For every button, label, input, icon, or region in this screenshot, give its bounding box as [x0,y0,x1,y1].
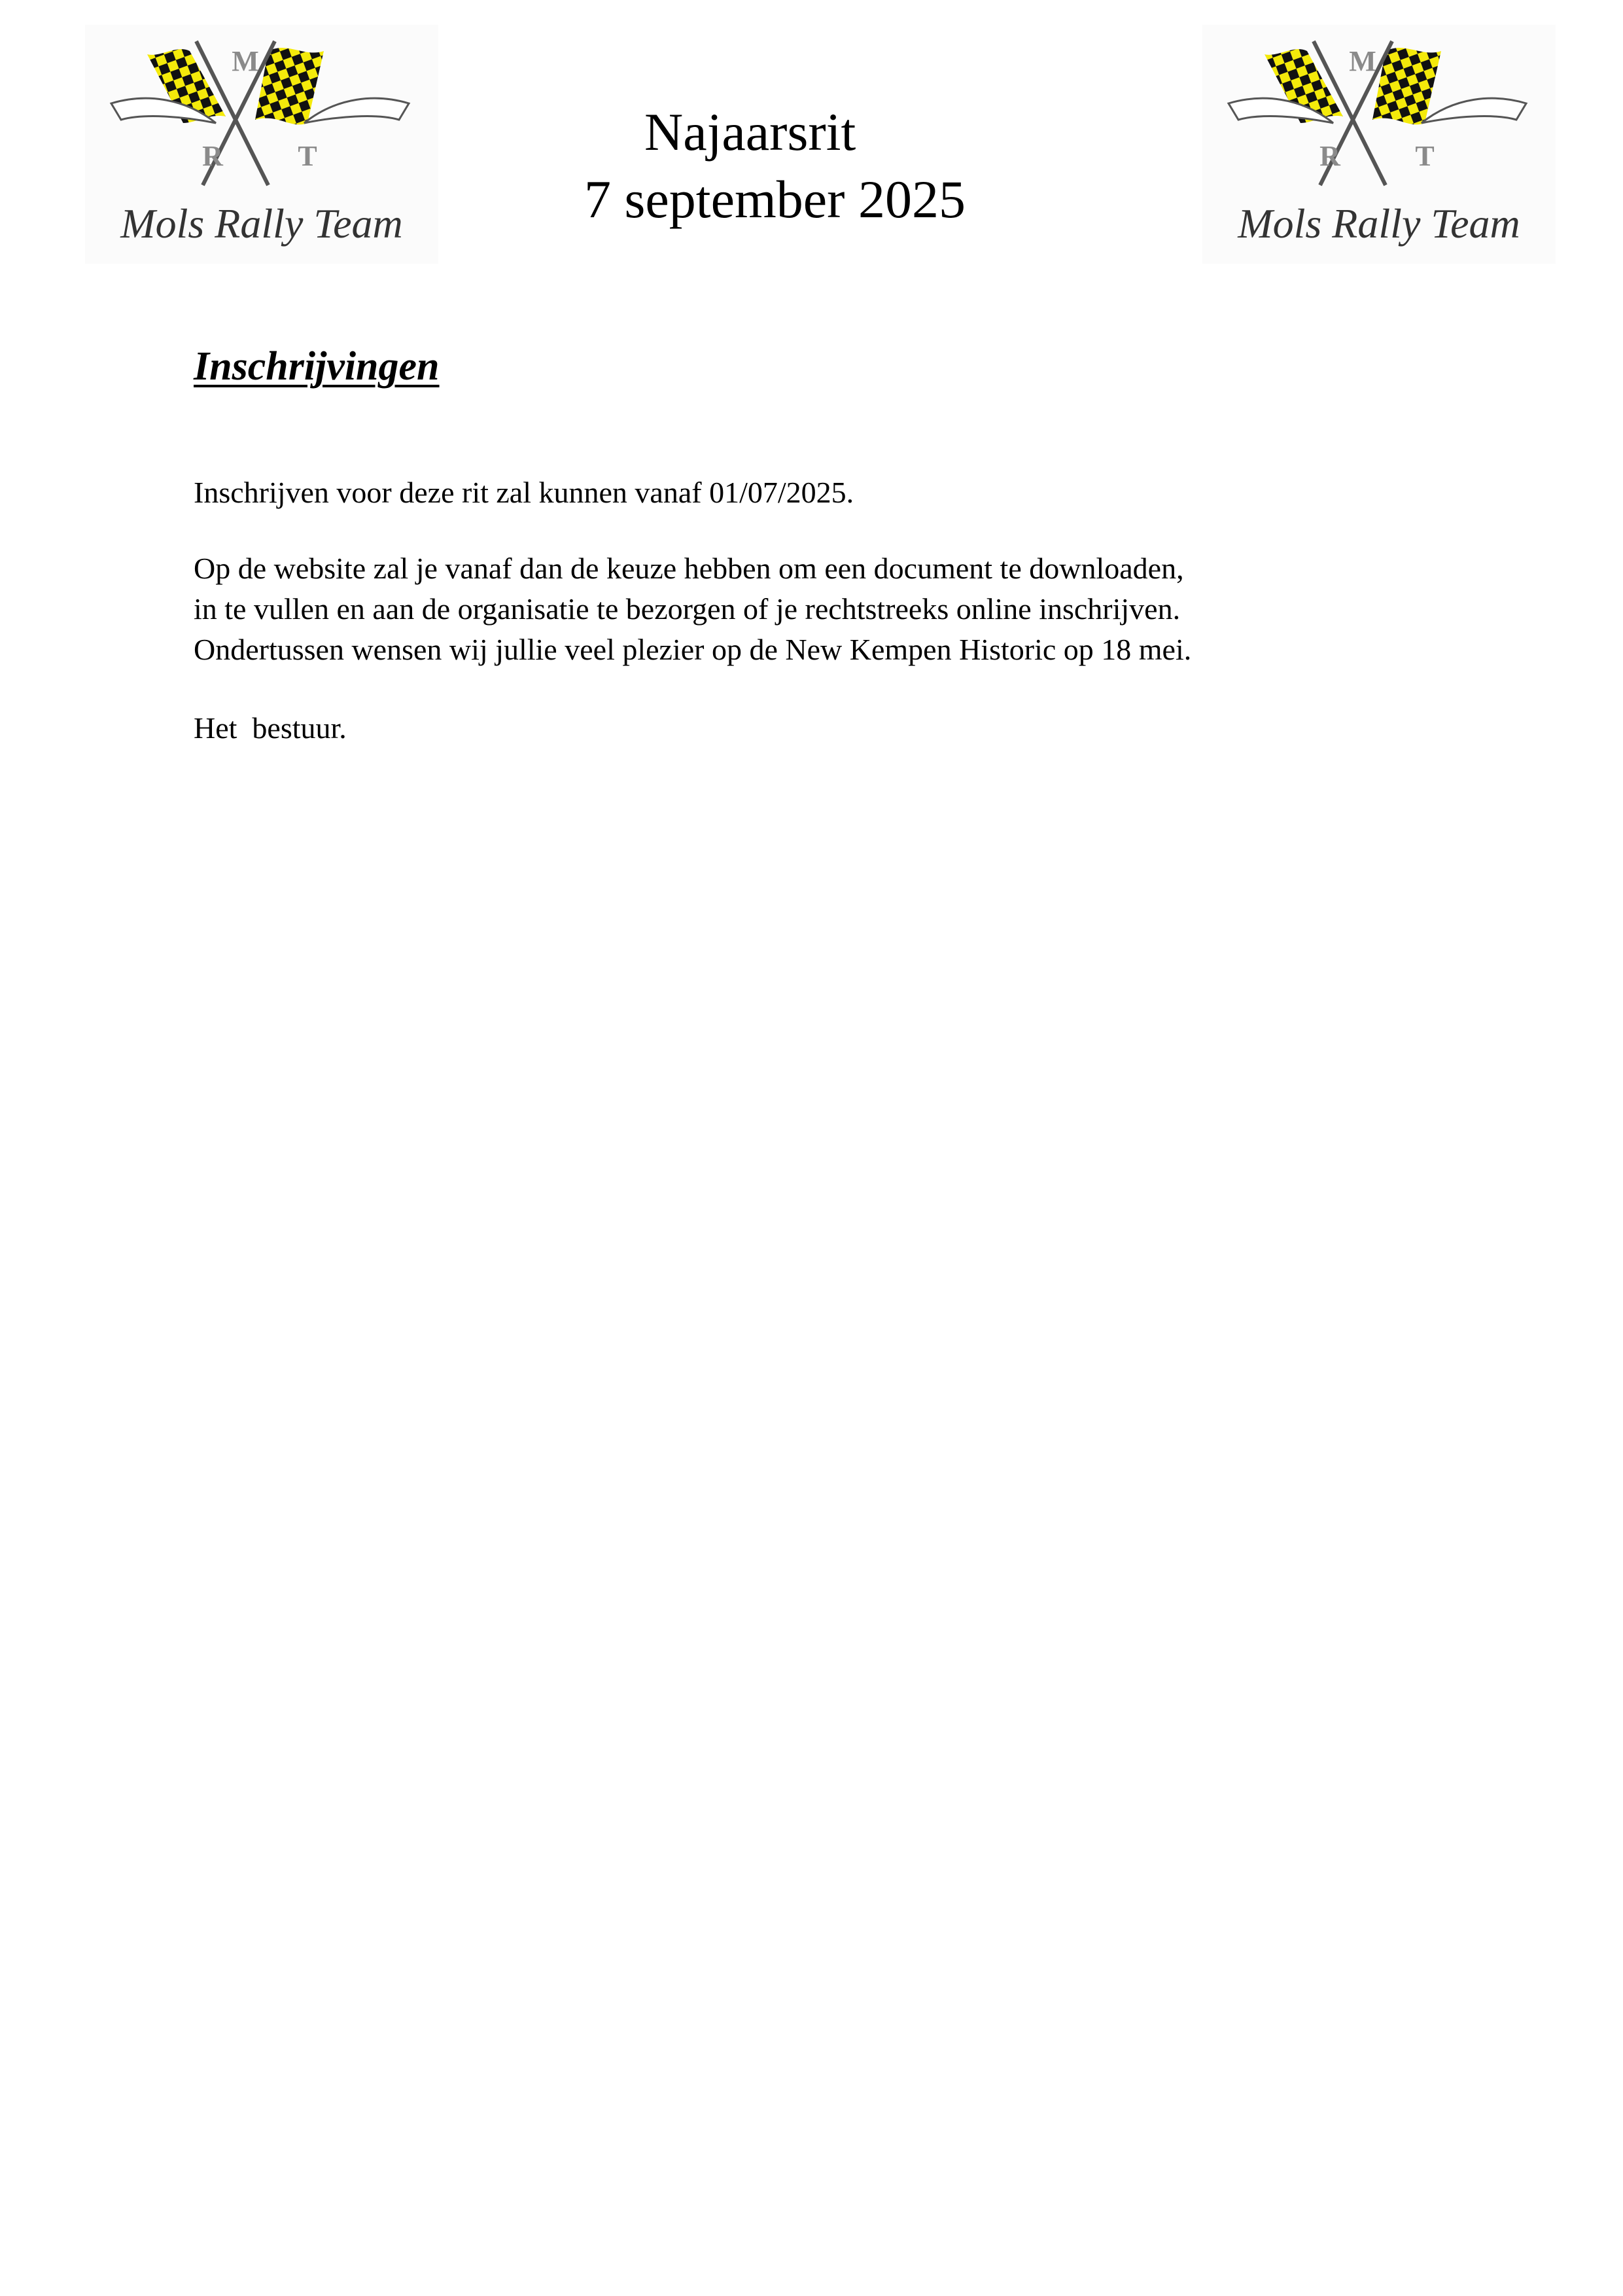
paragraph-line: Ondertussen wensen wij jullie veel plezier op de New Kempen Historic op 18 mei. [194,633,1192,666]
svg-text:T: T [298,140,317,172]
page-title-event: Najaarsrit [644,102,856,162]
mols-rally-team-logo-right [1202,25,1556,264]
paragraph-registration-info [194,548,1191,670]
svg-text:R: R [1319,140,1340,172]
svg-text:Mols Rally Team: Mols Rally Team [120,200,403,247]
svg-text:M: M [1349,45,1376,77]
closing-signature: Het bestuur. [194,711,347,745]
paragraph-line: in te vullen en aan de organisatie te bezorgen of je rechtstreeks online inschrijven. [194,592,1181,626]
paragraph-registration-date: Inschrijven voor deze rit zal kunnen vanaf 01/07/2025. [194,476,854,509]
logo-emblem-icon [1202,25,1556,264]
page-title-date: 7 september 2025 [584,169,966,229]
svg-text:R: R [202,140,223,172]
mols-rally-team-logo-left [85,25,438,264]
logo-emblem-icon [85,25,438,264]
paragraph-line: Op de website zal je vanaf dan de keuze hebben om een document te downloaden, [194,552,1184,585]
svg-text:M: M [232,45,259,77]
section-heading: Inschrijvingen [194,344,440,389]
svg-text:T: T [1415,140,1435,172]
svg-text:Mols Rally Team: Mols Rally Team [1238,200,1520,247]
